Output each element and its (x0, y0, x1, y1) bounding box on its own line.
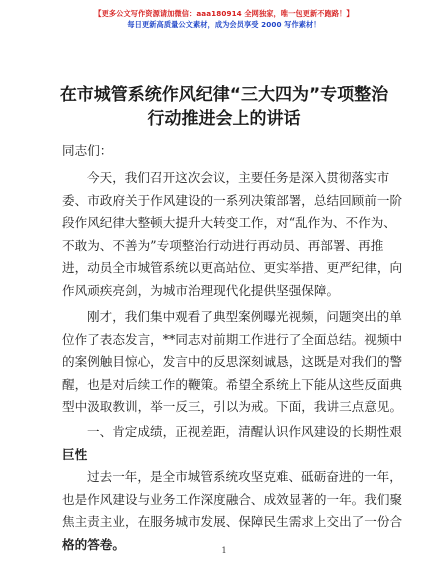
paragraph-2-line: 位作了表态发言，**同志对前期工作进行了全面总结。视频中 (62, 331, 403, 347)
paragraph-1-line: 段作风纪律大整顿大提升大转变工作，对“乱作为、不作为、 (62, 215, 396, 230)
page-number: 1 (221, 546, 227, 555)
paragraph-2-line: 刚才，我们集中观看了典型案例曝光视频，问题突出的单 (87, 309, 402, 324)
salutation (62, 140, 392, 163)
salutation-text: 同志们： (62, 143, 113, 158)
paragraph-3-line: 焦主责主业，在服务城市发展、保障民生需求上交出了一份合 (62, 514, 403, 529)
document-title-line-2: 行动推进会上的讲话 (147, 109, 301, 129)
section-heading-1-line: 一、肯定成绩，正视差距，清醒认识作风建设的长期性艰 (87, 424, 402, 439)
promo-banner-line-1: 【更多公文写作资源请加微信：aaa180914 全网独家，唯一包更新不跑路！】 (94, 9, 354, 18)
paragraph-1-line: 今天，我们召开这次会议，主要任务是深入贯彻落实市 (87, 170, 390, 185)
paragraph-2-line: 醒，也是对后续工作的鞭策。希望全系统上下能从这些反面典 (62, 376, 403, 392)
paragraph-3 (62, 466, 403, 556)
paragraph-1-line: 委、市政府关于作风建设的一系列决策部署，总结回顾前一阶 (62, 192, 403, 208)
paragraph-2-line: 的案例触目惊心，发言中的反思深刻诚恳，这既是对我们的警 (62, 354, 403, 369)
paragraph-2-line: 型中汲取教训，举一反三，引以为戒。下面，我讲三点意见。 (62, 399, 403, 414)
paragraph-2 (62, 306, 403, 419)
paragraph-3-line: 格的答卷。 (62, 536, 125, 552)
promo-banner-line-2: 每日更新高质量公文素材，成为会员享受 2000 写作素材！ (127, 20, 321, 29)
paragraph-1-line: 进，动员全市城管系统以更高站位、更实举措、更严纪律，向 (62, 260, 403, 275)
paragraph-1-line: 作风顽疾亮剑，为城市治理现代化提供坚强保障。 (62, 282, 340, 298)
document-title-line-1: 在市城管系统作风纪律“三大四为”专项整治 (59, 85, 389, 105)
paragraph-3-line: 过去一年，是全市城管系统攻坚克难、砥砺奋进的一年， (87, 469, 402, 484)
paragraph-3-line: 也是作风建设与业务工作深度融合、成效显著的一年。我们聚 (62, 491, 403, 507)
section-heading-1-line: 巨性 (62, 446, 88, 462)
paragraph-1 (62, 167, 403, 302)
paragraph-1-line: 不敢为、不善为”专项整治行动进行再动员、再部署、再推 (62, 237, 384, 253)
section-heading-1 (62, 421, 402, 466)
